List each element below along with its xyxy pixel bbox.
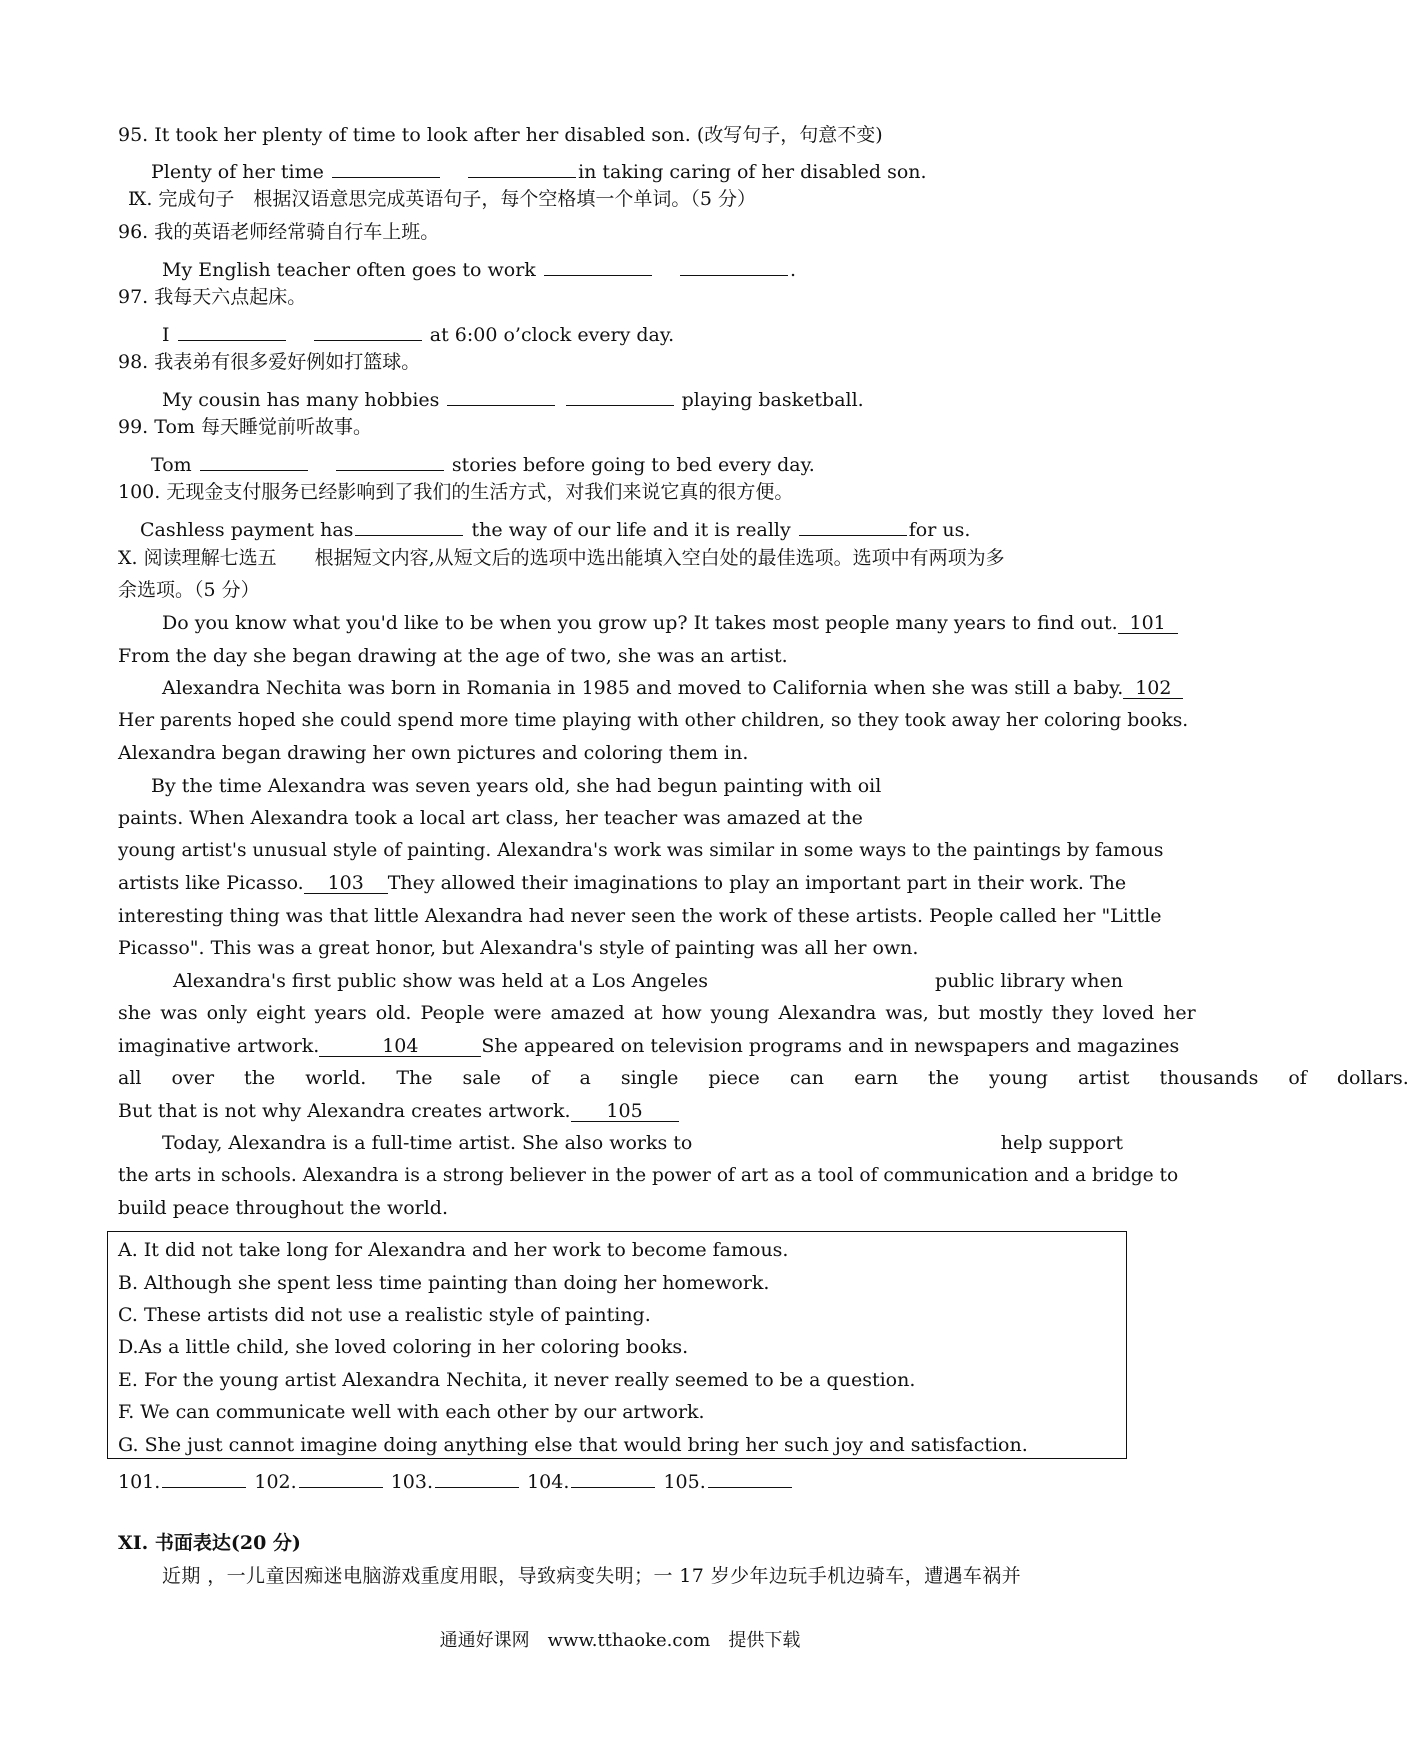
page-footer: 通通好课网 www.tthaoke.com 提供下载 [439, 1630, 801, 1651]
option-e: E. For the young artist Alexandra Nechita, it never really seemed to be a question. [118, 1369, 916, 1391]
answer-blank[interactable] [355, 516, 463, 536]
passage-blank-103[interactable]: 103 [304, 874, 388, 894]
passage-p5-line3: build peace throughout the world. [118, 1197, 449, 1219]
passage-blank-105[interactable]: 105 [571, 1102, 679, 1122]
passage-text: artists like Picasso. [118, 872, 304, 894]
q96-en-end: . [790, 259, 797, 281]
answer-blank-105[interactable] [708, 1468, 792, 1488]
passage-text: They allowed their imaginations to play an important part in their work. The [387, 872, 1127, 894]
option-d: D.As a little child, she loved coloring in her coloring books. [118, 1336, 689, 1358]
passage-p3-line1: By the time Alexandra was seven years old, she had begun painting with oil [151, 775, 882, 797]
q100-en-end: for us. [908, 519, 971, 541]
q98-en-end: playing basketball. [681, 389, 864, 411]
section-9-heading: Ⅸ. 完成句子 根据汉语意思完成英语句子，每个空格填一个单词。（5 分） [128, 188, 757, 210]
answer-label-104: 104. [527, 1471, 570, 1493]
q96-english [162, 256, 796, 280]
section-11-heading: XI. 书面表达(20 分) [118, 1532, 301, 1554]
answer-blank[interactable] [468, 158, 576, 178]
passage-p3-line4 [118, 874, 1126, 894]
section-10-heading-line2: 余选项。（5 分） [118, 579, 260, 601]
q100-en-mid: the way of our life and it is really [471, 519, 791, 541]
passage-p5-line1b: help support [1000, 1132, 1123, 1154]
passage-text: Alexandra Nechita was born in Romania in 1985 and moved to California when she was still a baby. [162, 677, 1124, 699]
q100-en-start: Cashless payment has [140, 519, 354, 541]
q97-en-start: I [162, 324, 170, 346]
answer-blank-104[interactable] [571, 1468, 655, 1488]
q99-english [151, 451, 815, 475]
answer-label-105: 105. [663, 1471, 706, 1493]
passage-blank-101[interactable]: 101 [1118, 614, 1178, 634]
passage-text: She appeared on television programs and in newspapers and magazines [481, 1035, 1180, 1057]
option-c: C. These artists did not use a realistic style of painting. [118, 1304, 651, 1326]
answer-blank[interactable] [447, 386, 555, 406]
answer-blank-101[interactable] [162, 1468, 246, 1488]
option-g: G. She just cannot imagine doing anything else that would bring her such joy and satisfaction. [118, 1434, 1028, 1456]
q99-en-end: stories before going to bed every day. [451, 454, 815, 476]
answer-blank[interactable] [336, 451, 444, 471]
section-11-intro: 近期 ，一儿童因痴迷电脑游戏重度用眼，导致病变失明；一 17 岁少年边玩手机边骑车，遭遇车祸并 [162, 1565, 1022, 1587]
passage-p4-line2: she was only eight years old. People were amazed at how young Alexandra was, but mostly they loved her [118, 1002, 1196, 1024]
q96-chinese: 96. 我的英语老师经常骑自行车上班。 [118, 221, 440, 243]
passage-p4-line4: all over the world. The sale of a single piece can earn the young artist thousands of dollars. [118, 1067, 1409, 1089]
answer-label-102: 102. [254, 1471, 297, 1493]
q97-english [162, 321, 674, 345]
passage-p5-line2: the arts in schools. Alexandra is a strong believer in the power of art as a tool of communication and a bridge to [118, 1165, 1179, 1186]
answer-blank[interactable] [544, 256, 652, 276]
passage-p1-line2: From the day she began drawing at the age of two, she was an artist. [118, 645, 788, 667]
q97-chinese: 97. 我每天六点起床。 [118, 286, 307, 308]
passage-p4-line5 [118, 1102, 679, 1122]
passage-p3-line6: Picasso". This was a great honor, but Alexandra's style of painting was all her own. [118, 937, 919, 959]
passage-text: Do you know what you'd like to be when you grow up? It takes most people many years to find out. [162, 612, 1118, 634]
answer-blank[interactable] [200, 451, 308, 471]
q99-chinese: 99. Tom 每天睡觉前听故事。 [118, 416, 372, 438]
q98-chinese: 98. 我表弟有很多爱好例如打篮球。 [118, 351, 421, 373]
options-box [107, 1231, 1127, 1459]
passage-p2-line1 [162, 679, 1183, 699]
answer-row [118, 1468, 794, 1492]
q95-answer-end: in taking caring of her disabled son. [578, 161, 927, 183]
q100-english [140, 516, 970, 540]
answer-blank-102[interactable] [299, 1468, 383, 1488]
passage-p4-line1a: Alexandra's first public show was held at a Los Angeles [173, 970, 709, 992]
answer-blank[interactable] [178, 321, 286, 341]
answer-blank[interactable] [680, 256, 788, 276]
q100-chinese: 100. 无现金支付服务已经影响到了我们的生活方式，对我们来说它真的很方便。 [118, 481, 794, 503]
answer-blank-103[interactable] [435, 1468, 519, 1488]
q98-english [162, 386, 864, 410]
q97-en-end: at 6:00 o’clock every day. [429, 324, 675, 346]
passage-text: But that is not why Alexandra creates artwork. [118, 1100, 571, 1122]
q95-answer-start: Plenty of her time [151, 161, 324, 183]
answer-label-101: 101. [118, 1471, 161, 1493]
passage-p4-line3 [118, 1037, 1179, 1057]
passage-p3-line5: interesting thing was that little Alexandra had never seen the work of these artists. People called her "Little [118, 905, 1162, 927]
section-10-heading-line1: X. 阅读理解七选五 根据短文内容,从短文后的选项中选出能填入空白处的最佳选项。选项中有两项为多 [118, 547, 1005, 569]
passage-p5-line1a: Today, Alexandra is a full-time artist. She also works to [162, 1132, 693, 1154]
answer-blank[interactable] [314, 321, 422, 341]
answer-blank[interactable] [799, 516, 907, 536]
passage-p2-line2: Her parents hoped she could spend more time playing with other children, so they took away her coloring books. [118, 710, 1189, 731]
passage-p2-line3: Alexandra began drawing her own pictures and coloring them in. [118, 742, 749, 764]
passage-p4-line1b: public library when [935, 970, 1123, 992]
answer-blank[interactable] [566, 386, 674, 406]
passage-p1-line1 [162, 612, 1166, 634]
q95-answer-line [151, 158, 927, 182]
passage-p3-line2: paints. When Alexandra took a local art class, her teacher was amazed at the [118, 807, 863, 829]
q98-en-start: My cousin has many hobbies [162, 389, 440, 411]
passage-p3-line3: young artist's unusual style of painting. Alexandra's work was similar in some ways to the paintings by famous [118, 840, 1164, 861]
q99-en-start: Tom [151, 454, 192, 476]
option-f: F. We can communicate well with each other by our artwork. [118, 1401, 705, 1423]
option-b: B. Although she spent less time painting than doing her homework. [118, 1272, 770, 1294]
passage-blank-102[interactable]: 102 [1123, 679, 1183, 699]
answer-blank[interactable] [332, 158, 440, 178]
answer-label-103: 103. [390, 1471, 434, 1493]
passage-text: imaginative artwork. [118, 1035, 320, 1057]
q96-en-start: My English teacher often goes to work [162, 259, 536, 281]
q95-prompt: 95. It took her plenty of time to look after her disabled son. (改写句子，句意不变) [118, 124, 883, 146]
passage-blank-104[interactable]: 104 [319, 1037, 481, 1057]
option-a: A. It did not take long for Alexandra and her work to become famous. [118, 1239, 789, 1261]
